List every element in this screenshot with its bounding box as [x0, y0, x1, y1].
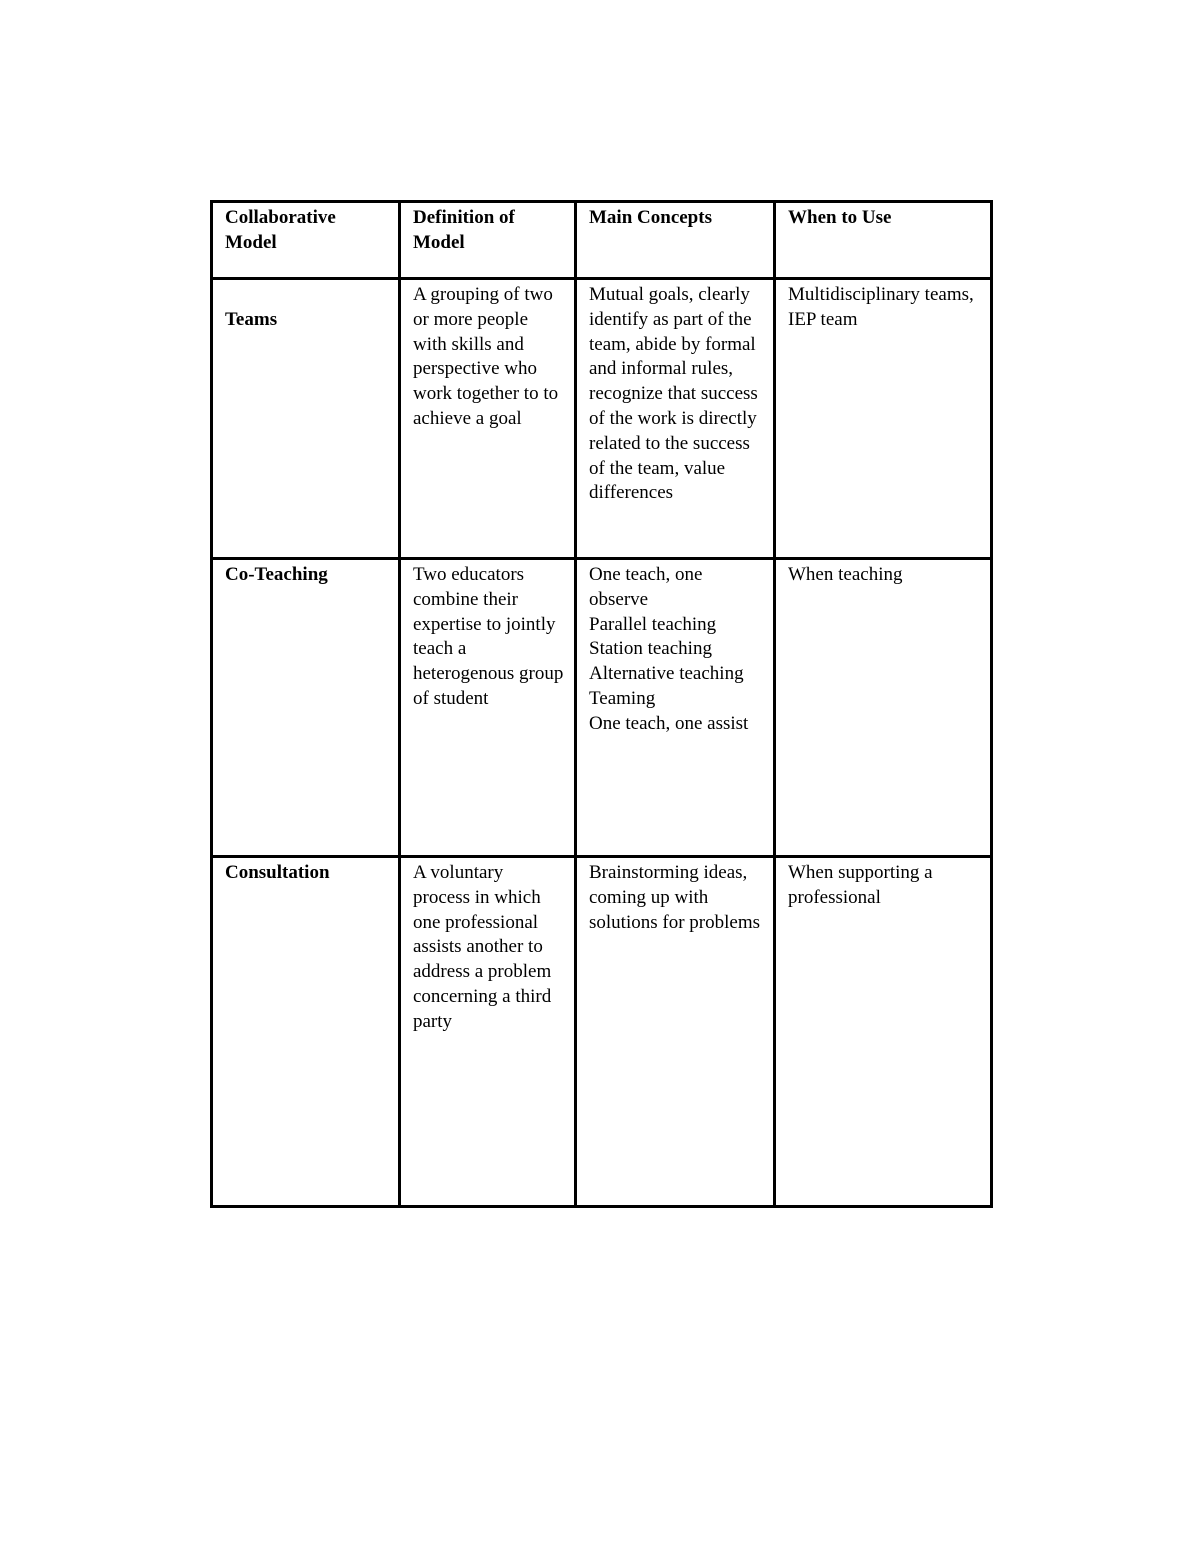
header-definition-of-model: Definition of Model: [400, 202, 576, 279]
cell-concepts-co-teaching: One teach, one observe Parallel teaching Station teaching Alternative teaching Teaming One teach, one assist: [576, 559, 775, 857]
table-row: [212, 279, 992, 559]
cell-when-teams: Multidisciplinary teams, IEP team: [775, 279, 992, 559]
cell-concepts-consultation: Brainstorming ideas, coming up with solutions for problems: [576, 857, 775, 1207]
cell-definition-teams: A grouping of two or more people with skills and perspective who work together to to achieve a goal: [400, 279, 576, 559]
cell-concepts-teams: Mutual goals, clearly identify as part of the team, abide by formal and informal rules, recognize that success of the work is directly related to the success of the team, value differences: [576, 279, 775, 559]
header-when-to-use: When to Use: [775, 202, 992, 279]
cell-model-teams: Teams: [212, 279, 400, 559]
cell-model-co-teaching: Co-Teaching: [212, 559, 400, 857]
cell-when-consultation: When supporting a professional: [775, 857, 992, 1207]
table-row: [212, 559, 992, 857]
cell-when-co-teaching: When teaching: [775, 559, 992, 857]
cell-model-consultation: Consultation: [212, 857, 400, 1207]
table-row: [212, 857, 992, 1207]
header-collaborative-model: Collaborative Model: [212, 202, 400, 279]
collaborative-models-table: [210, 200, 993, 1208]
cell-definition-consultation: A voluntary process in which one professional assists another to address a problem concerning a third party: [400, 857, 576, 1207]
cell-definition-co-teaching: Two educators combine their expertise to jointly teach a heterogenous group of student: [400, 559, 576, 857]
header-main-concepts: Main Concepts: [576, 202, 775, 279]
table-header-row: [212, 202, 992, 279]
